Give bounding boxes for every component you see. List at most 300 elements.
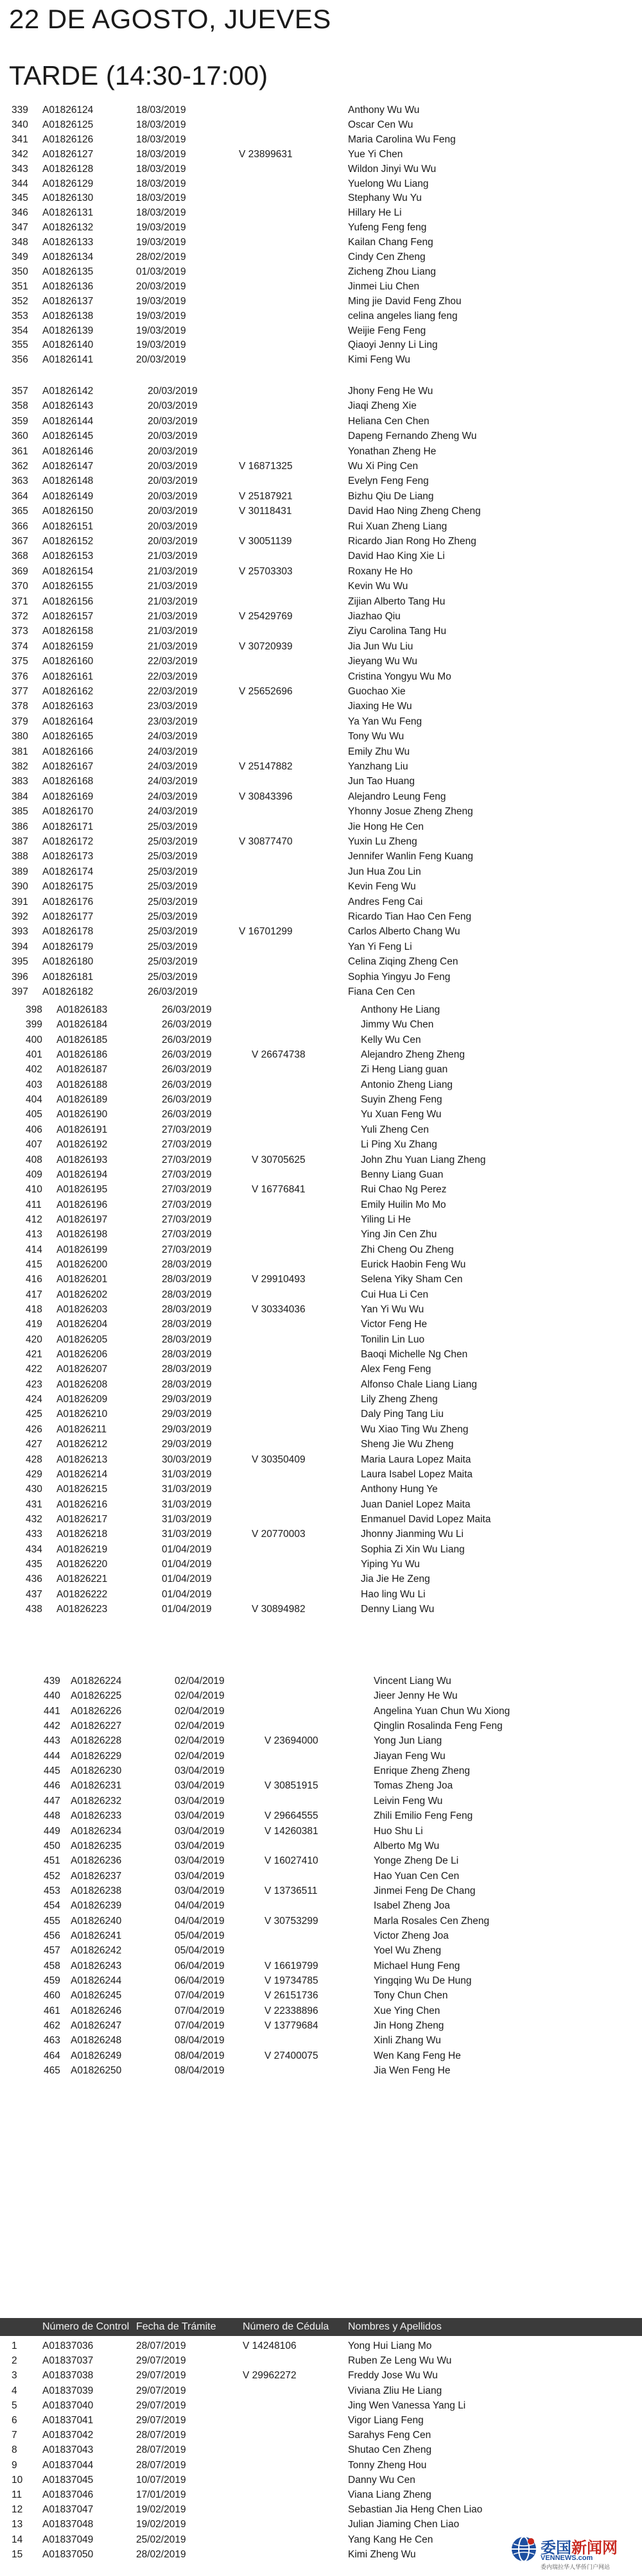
row-number: 376 [12,671,28,682]
control-number: A01826149 [42,490,94,502]
full-name: Yu Xuan Feng Wu [361,1109,442,1121]
id-number: V 16619799 [265,1960,318,1971]
full-name: Yiling Li He [361,1214,411,1225]
row-number: 434 [26,1543,42,1555]
control-number: A01837043 [42,2444,94,2456]
row-number: 464 [44,2050,60,2061]
process-date: 07/04/2019 [175,2005,225,2016]
control-number: A01826165 [42,731,94,743]
row-number: 356 [12,354,28,366]
process-date: 05/04/2019 [175,1930,225,1941]
table-row [0,1033,642,1048]
full-name: Emily Zhu Wu [348,746,410,757]
control-number: A01826208 [56,1378,108,1390]
table-row [0,2368,642,2383]
full-name: Anthony He Liang [361,1004,440,1015]
row-number: 1 [12,2340,17,2351]
control-number: A01826155 [42,581,94,592]
row-number: 11 [12,2489,22,2500]
control-number: A01826128 [42,163,94,175]
process-date: 02/04/2019 [175,1676,225,1687]
table-row [0,1688,642,1704]
table-row [0,1227,642,1242]
process-date: 19/02/2019 [136,2504,186,2516]
process-date: 29/07/2019 [136,2400,186,2411]
control-number: A01826236 [71,1855,122,1867]
table-row [0,1407,642,1422]
id-number: V 25187921 [239,490,293,502]
table-row [0,699,642,714]
process-date: 03/04/2019 [175,1795,225,1807]
table-row [0,1853,642,1869]
row-number: 446 [44,1780,60,1792]
full-name: Jing Wen Vanessa Yang Li [348,2400,466,2411]
table-row [0,1153,642,1168]
table-row [0,205,642,221]
full-name: Lily Zheng Zheng [361,1394,438,1405]
row-number: 449 [44,1825,60,1837]
process-date: 28/03/2019 [162,1274,212,1285]
table-row [0,1212,642,1228]
table-row [0,1467,642,1482]
row-number: 377 [12,686,28,697]
control-number: A01826238 [71,1885,122,1896]
row-number: 381 [12,746,28,757]
process-date: 20/03/2019 [148,400,198,412]
control-number: A01826154 [42,565,94,577]
process-date: 24/03/2019 [148,806,198,818]
full-name: Yan Yi Wu Wu [361,1304,424,1315]
full-name: Rui Chao Ng Perez [361,1184,447,1196]
control-number: A01826226 [71,1705,122,1717]
full-name: Stephany Wu Yu [348,193,422,204]
watermark-tagline: 委内瑞拉华人华侨门户网站 [541,2564,611,2570]
table-row [0,849,642,864]
full-name: Wen Kang Feng He [374,2050,461,2061]
row-number: 409 [26,1169,42,1180]
table-row [0,684,642,700]
process-date: 03/04/2019 [175,1870,225,1882]
table-row [0,804,642,820]
control-number: A01826137 [42,295,94,307]
control-number: A01826187 [56,1064,108,1076]
table-row [0,594,642,610]
control-number: A01837040 [42,2400,94,2411]
process-date: 01/03/2019 [136,266,186,277]
row-number: 420 [26,1334,42,1345]
row-number: 369 [12,565,28,577]
process-date: 23/03/2019 [148,701,198,712]
row-number: 408 [26,1154,42,1165]
control-number: A01826197 [56,1214,108,1225]
process-date: 02/04/2019 [175,1705,225,1717]
control-number: A01826203 [56,1304,108,1315]
control-number: A01826234 [71,1825,122,1837]
table-row [0,1542,642,1558]
process-date: 17/01/2019 [136,2489,186,2500]
table-row [0,1959,642,1974]
full-name: Benny Liang Guan [361,1169,444,1180]
control-number: A01826245 [71,1990,122,2002]
full-name: Jin Hong Zheng [374,2020,444,2032]
table-row [0,1062,642,1078]
control-number: A01826204 [56,1319,108,1330]
id-number: V 30705625 [252,1154,306,1165]
row-number: 379 [12,716,28,727]
watermark [510,2532,638,2571]
process-date: 26/03/2019 [162,1064,212,1076]
process-date: 21/03/2019 [148,626,198,637]
row-number: 392 [12,911,28,922]
control-number: A01837047 [42,2504,94,2516]
full-name: Bizhu Qiu De Liang [348,490,434,502]
table-row [0,489,642,504]
full-name: Yue Yi Chen [348,148,403,160]
table-row [0,1452,642,1468]
full-name: Yhonny Josue Zheng Zheng [348,806,473,818]
globe-logo-icon [510,2535,538,2563]
control-number: A01826239 [71,1900,122,1912]
full-name: Cindy Cen Zheng [348,252,426,262]
table-row [0,519,642,535]
full-name: Alejandro Leung Feng [348,791,446,802]
full-name: Angelina Yuan Chun Wu Xiong [374,1705,510,1717]
full-name: Cristina Yongyu Wu Mo [348,671,451,682]
process-date: 25/03/2019 [148,956,198,968]
control-number: A01826146 [42,445,94,457]
process-date: 31/03/2019 [162,1484,212,1495]
table-row [0,1167,642,1183]
row-number: 345 [12,193,28,204]
id-number: V 25147882 [239,761,293,772]
process-date: 08/04/2019 [175,2050,225,2061]
row-number: 425 [26,1409,42,1420]
process-date: 18/03/2019 [136,148,186,160]
process-date: 25/03/2019 [148,926,198,938]
control-number: A01826206 [56,1349,108,1361]
control-number: A01826182 [42,986,94,997]
process-date: 20/03/2019 [148,490,198,502]
process-date: 31/03/2019 [162,1529,212,1540]
process-date: 20/03/2019 [136,354,186,366]
row-number: 463 [44,2035,60,2047]
row-number: 465 [44,2065,60,2077]
control-number: A01826207 [56,1364,108,1375]
process-date: 18/03/2019 [136,193,186,204]
control-number: A01826199 [56,1244,108,1255]
full-name: Jun Tao Huang [348,776,415,787]
table-row [0,162,642,177]
control-number: A01826217 [56,1513,108,1525]
full-name: Sophia Zi Xin Wu Liang [361,1543,465,1555]
table-row [0,399,642,414]
table-row [0,1422,642,1438]
control-number: A01826232 [71,1795,122,1807]
table-row [0,940,642,955]
row-number: 390 [12,881,28,893]
control-number: A01837041 [42,2415,94,2426]
control-number: A01826222 [56,1588,108,1600]
full-name: Freddy Jose Wu Wu [348,2370,438,2382]
process-date: 25/03/2019 [148,941,198,952]
process-date: 24/03/2019 [148,776,198,787]
full-name: Zhili Emilio Feng Feng [374,1810,473,1822]
control-number: A01826196 [56,1199,108,1210]
row-number: 351 [12,280,28,292]
process-date: 24/03/2019 [148,761,198,772]
table-row [0,504,642,519]
row-number: 412 [26,1214,42,1225]
control-number: A01837039 [42,2385,94,2396]
process-date: 31/03/2019 [162,1498,212,1510]
control-number: A01826195 [56,1184,108,1196]
control-number: A01826179 [42,941,94,952]
process-date: 26/03/2019 [162,1034,212,1045]
table-row [0,1674,642,1689]
process-date: 28/02/2019 [136,2548,186,2560]
table-row [0,1988,642,2004]
row-number: 398 [26,1004,42,1015]
control-number: A01826164 [42,716,94,727]
process-date: 21/03/2019 [148,565,198,577]
control-number: A01826231 [71,1780,122,1792]
full-name: Yuelong Wu Liang [348,178,429,189]
control-number: A01826246 [71,2005,122,2016]
process-date: 07/04/2019 [175,2020,225,2032]
process-date: 20/03/2019 [148,415,198,427]
table-row [0,323,642,339]
table-row [0,1824,642,1839]
process-date: 01/04/2019 [162,1543,212,1555]
control-number: A01826213 [56,1454,108,1465]
control-number: A01826166 [42,746,94,757]
row-number: 415 [26,1258,42,1270]
process-date: 18/03/2019 [136,119,186,130]
table-row [0,1302,642,1318]
row-number: 438 [26,1604,42,1615]
full-name: Juan Daniel Lopez Maita [361,1498,471,1510]
full-name: Jia Wen Feng He [374,2065,451,2077]
full-name: Yong Hui Liang Mo [348,2340,432,2351]
full-name: Antonio Zheng Liang [361,1079,453,1090]
row-number: 439 [44,1676,60,1687]
process-date: 19/02/2019 [136,2519,186,2530]
control-number: A01837037 [42,2355,94,2367]
process-date: 18/03/2019 [136,163,186,175]
control-number: A01826136 [42,280,94,292]
row-number: 453 [44,1885,60,1896]
process-date: 26/03/2019 [162,1094,212,1106]
table-row [0,414,642,429]
table-row [0,549,642,564]
process-date: 07/04/2019 [175,1990,225,2002]
full-name: Kevin Feng Wu [348,881,416,893]
control-number: A01826180 [42,956,94,968]
col-header-id: Número de Cédula [243,2321,329,2332]
full-name: Kimi Zheng Wu [348,2548,416,2560]
control-number: A01826188 [56,1079,108,1090]
full-name: David Hao Ning Zheng Cheng [348,506,481,517]
id-number: V 14260381 [265,1825,318,1837]
process-date: 29/03/2019 [162,1423,212,1435]
control-number: A01826189 [56,1094,108,1106]
control-number: A01826175 [42,881,94,893]
full-name: celina angeles liang feng [348,310,458,322]
page-subtitle: TARDE (14:30-17:00) [9,60,268,90]
full-name: Ming jie David Feng Zhou [348,295,462,307]
row-number: 427 [26,1439,42,1450]
full-name: Jiazhao Qiu [348,611,401,622]
control-number: A01826193 [56,1154,108,1165]
process-date: 25/03/2019 [148,971,198,983]
row-number: 15 [12,2548,23,2560]
control-number: A01826209 [56,1394,108,1405]
table-row [0,132,642,148]
table-row [0,1332,642,1348]
control-number: A01826135 [42,266,94,277]
id-number: V 30877470 [239,836,293,847]
table-row [0,264,642,280]
table-row [0,1808,642,1824]
control-number: A01826150 [42,506,94,517]
table-row [0,352,642,368]
process-date: 27/03/2019 [162,1139,212,1151]
process-date: 02/04/2019 [175,1690,225,1702]
row-number: 349 [12,252,28,262]
row-number: 371 [12,596,28,607]
full-name: Alejandro Zheng Zheng [361,1049,465,1061]
control-number: A01837044 [42,2459,94,2471]
control-number: A01826198 [56,1229,108,1241]
id-number: V 30851915 [265,1780,318,1792]
row-number: 401 [26,1049,42,1061]
full-name: Zi Heng Liang guan [361,1064,448,1076]
control-number: A01826211 [56,1423,107,1435]
control-number: A01826220 [56,1558,108,1570]
full-name: Leivin Feng Wu [374,1795,443,1807]
control-number: A01826214 [56,1468,108,1480]
row-number: 414 [26,1244,42,1255]
row-number: 431 [26,1498,42,1510]
control-number: A01826185 [56,1034,108,1045]
process-date: 26/03/2019 [148,986,198,997]
row-number: 407 [26,1139,42,1151]
control-number: A01826233 [71,1810,122,1822]
process-date: 19/03/2019 [136,222,186,234]
row-number: 435 [26,1558,42,1570]
process-date: 28/03/2019 [162,1378,212,1390]
row-number: 444 [44,1750,60,1762]
process-date: 27/03/2019 [162,1154,212,1165]
table-row [0,1002,642,1018]
process-date: 03/04/2019 [175,1855,225,1867]
process-date: 22/03/2019 [148,686,198,697]
control-number: A01826205 [56,1334,108,1345]
row-number: 403 [26,1079,42,1090]
control-number: A01826145 [42,431,94,442]
row-number: 361 [12,445,28,457]
control-number: A01826202 [56,1289,108,1300]
table-row [0,2428,642,2443]
full-name: Yanzhang Liu [348,761,408,772]
table-row [0,1362,642,1377]
table-row [0,1497,642,1513]
process-date: 21/03/2019 [148,596,198,607]
id-number: V 16871325 [239,461,293,472]
row-number: 368 [12,551,28,562]
row-number: 458 [44,1960,60,1971]
full-name: Roxany He Ho [348,565,413,577]
full-name: Sophia Yingyu Jo Feng [348,971,451,983]
table-row [0,117,642,133]
process-date: 27/03/2019 [162,1124,212,1135]
process-date: 20/03/2019 [136,280,186,292]
row-number: 355 [12,339,28,351]
full-name: Xue Ying Chen [374,2005,440,2016]
full-name: Daly Ping Tang Liu [361,1409,444,1420]
control-number: A01826126 [42,133,94,145]
process-date: 21/03/2019 [148,581,198,592]
row-number: 4 [12,2385,17,2396]
table-row [0,1704,642,1719]
full-name: Hao ling Wu Li [361,1588,426,1600]
row-number: 348 [12,237,28,248]
control-number: A01826216 [56,1498,108,1510]
full-name: Weijie Feng Feng [348,325,426,336]
id-number: V 30753299 [265,1915,318,1927]
row-number: 358 [12,400,28,412]
table-row [0,1749,642,1764]
process-date: 05/04/2019 [175,1945,225,1957]
process-date: 27/03/2019 [162,1244,212,1255]
control-number: A01826131 [42,207,94,219]
full-name: Jiayan Feng Wu [374,1750,446,1762]
process-date: 06/04/2019 [175,1960,225,1971]
full-name: Xinli Zhang Wu [374,2035,441,2047]
table-row [0,609,642,624]
row-number: 448 [44,1810,60,1822]
row-number: 9 [12,2459,17,2471]
table-row [0,1092,642,1108]
full-name: Tonilin Lin Luo [361,1334,425,1345]
row-number: 343 [12,163,28,175]
control-number: A01826191 [56,1124,108,1135]
full-name: Jia Jun Wu Liu [348,640,413,652]
control-number: A01826194 [56,1169,108,1180]
control-number: A01826248 [71,2035,122,2047]
table-row [0,2383,642,2399]
control-number: A01826160 [42,656,94,667]
control-number: A01826229 [71,1750,122,1762]
row-number: 388 [12,851,28,863]
table-row [0,744,642,760]
full-name: Evelyn Feng Feng [348,476,429,487]
control-number: A01826224 [71,1676,122,1687]
watermark-brand: 委国新闻网 [541,2539,618,2557]
full-name: John Zhu Yuan Liang Zheng [361,1154,486,1165]
process-date: 02/04/2019 [175,1750,225,1762]
row-number: 339 [12,105,28,116]
table-row [0,1482,642,1497]
full-name: Viviana Zliu He Liang [348,2385,442,2396]
full-name: Jia Jie He Zeng [361,1574,430,1585]
row-number: 366 [12,520,28,532]
row-number: 432 [26,1513,42,1525]
table-row [0,1943,642,1959]
row-number: 443 [44,1735,60,1747]
row-number: 428 [26,1454,42,1465]
full-name: Sebastian Jia Heng Chen Liao [348,2504,483,2516]
